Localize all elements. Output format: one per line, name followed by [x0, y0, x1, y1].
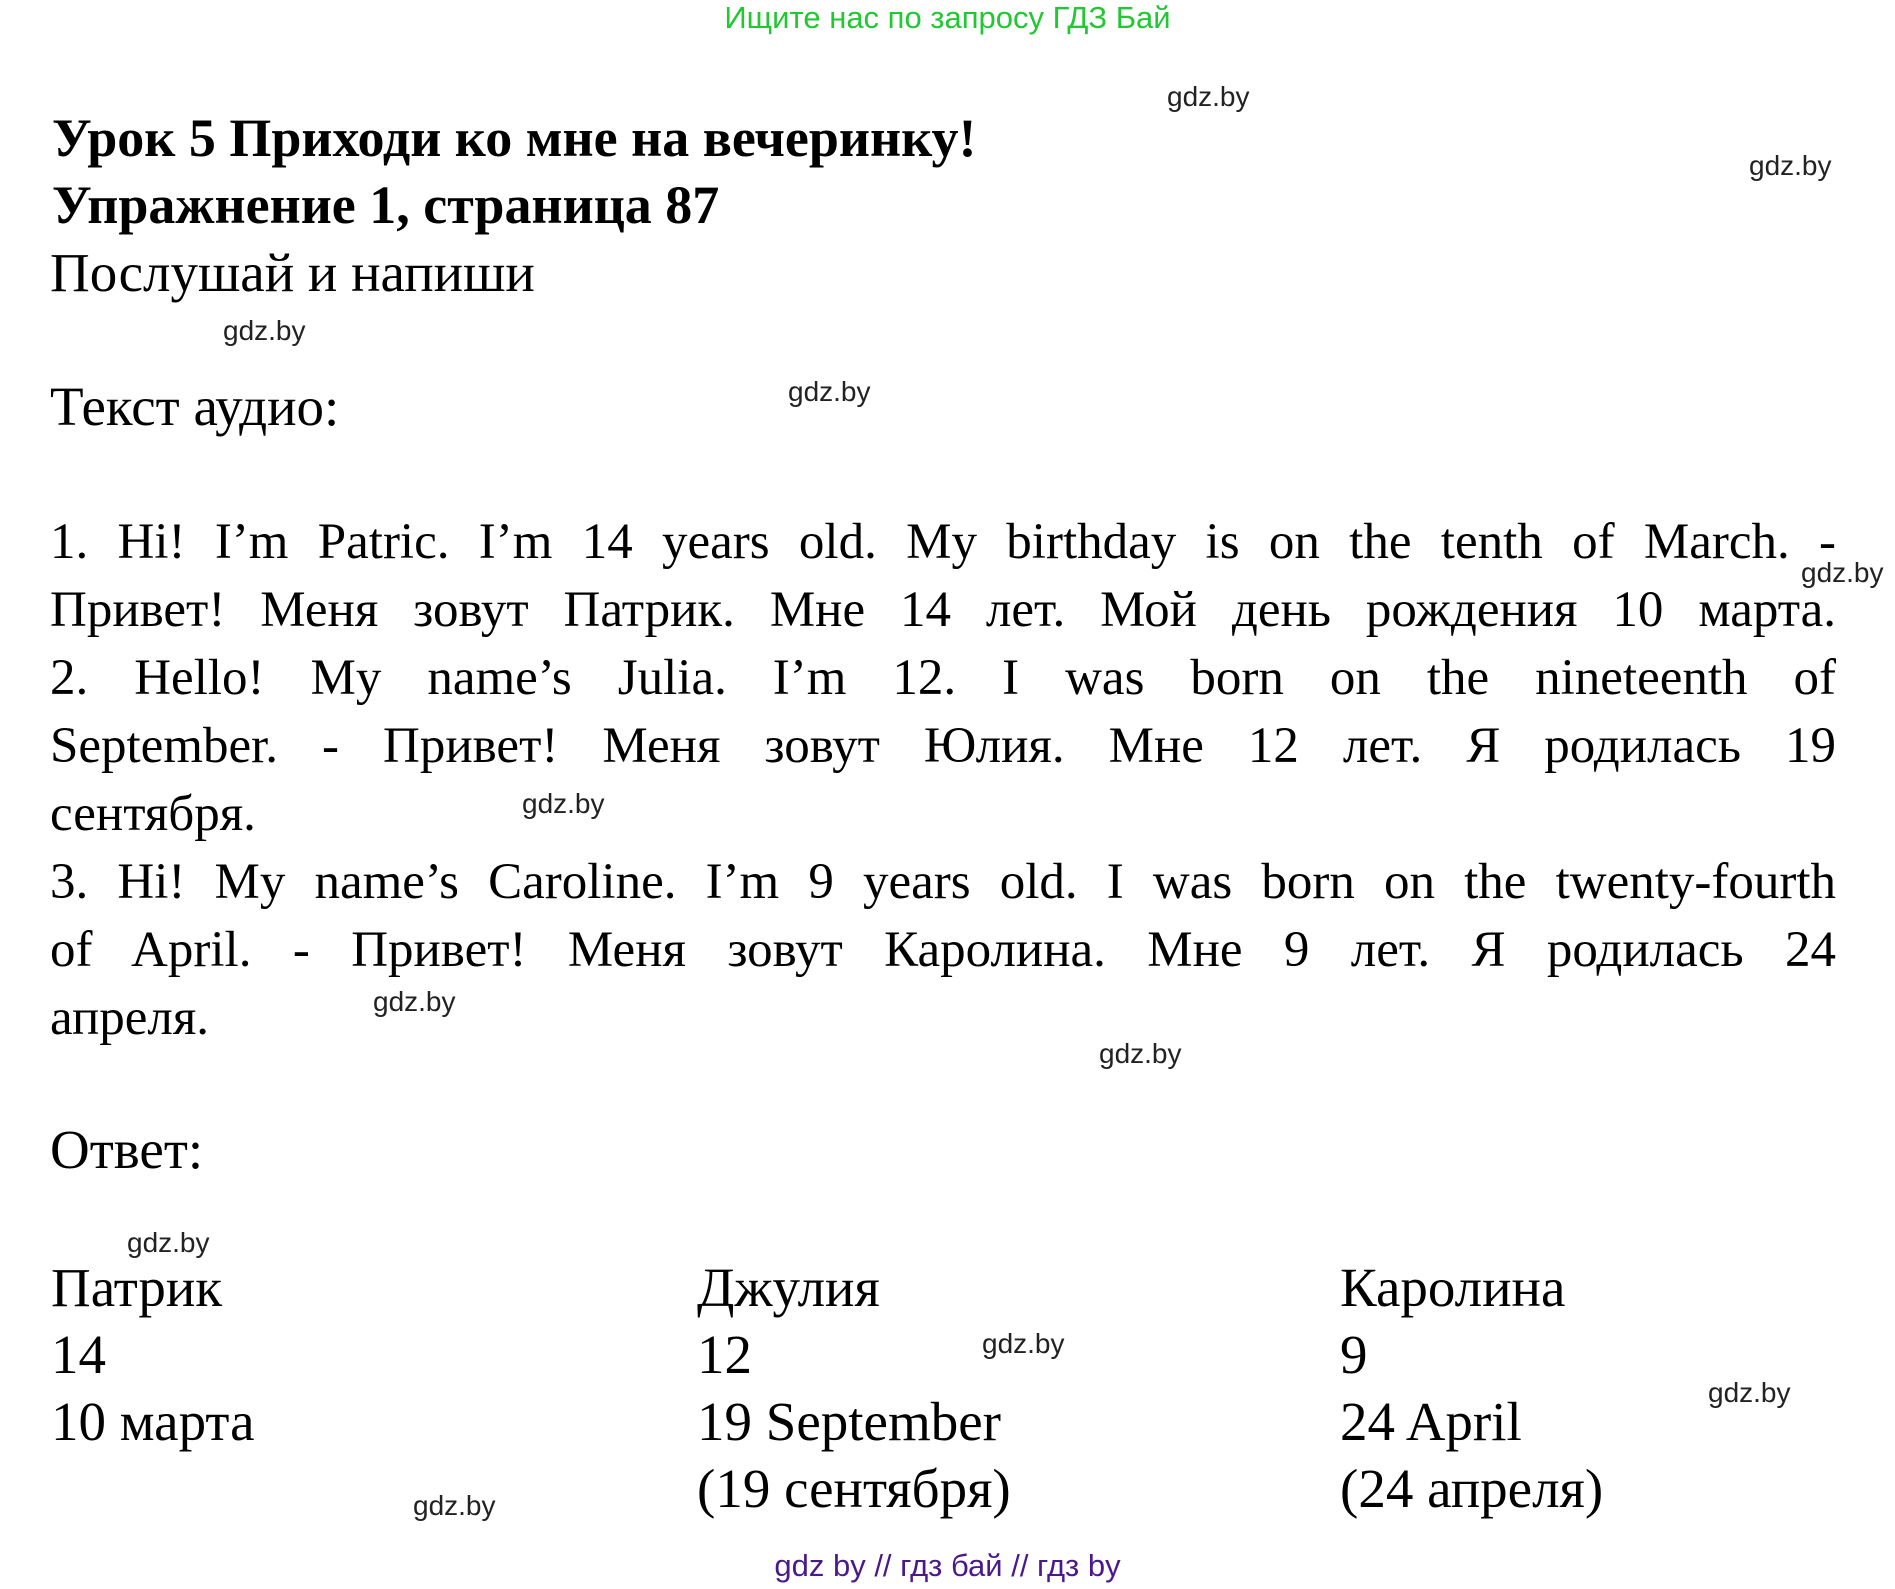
- transcript-line: September. - Привет! Меня зовут Юлия. Мне 12 лет. Я родилась 19: [50, 718, 1836, 774]
- answer-date-ru: (19 сентября): [697, 1458, 1011, 1519]
- watermark: gdz.by: [1099, 1038, 1182, 1069]
- watermark: gdz.by: [413, 1490, 496, 1521]
- answer-age: 9: [1340, 1324, 1368, 1385]
- audio-transcript: [50, 508, 1836, 1052]
- transcript-line: 1. Hi! I’m Patric. I’m 14 years old. My birthday is on the tenth of March. -: [50, 514, 1836, 570]
- watermark: gdz.by: [373, 986, 456, 1017]
- answer-age: 12: [697, 1324, 752, 1385]
- audio-label: Текст аудио:: [50, 376, 340, 437]
- lesson-title: Урок 5 Приходи ко мне на вечеринку!: [52, 108, 977, 168]
- watermark: gdz.by: [788, 376, 871, 407]
- answer-name: Каролина: [1340, 1257, 1566, 1318]
- answer-age: 14: [51, 1324, 106, 1385]
- answer-date: 10 марта: [51, 1391, 255, 1452]
- watermark: gdz.by: [1708, 1377, 1791, 1408]
- transcript-line: 3. Hi! My name’s Caroline. I’m 9 years old. I was born on the twenty-fourth: [50, 854, 1836, 910]
- instruction-text: Послушай и напиши: [50, 242, 535, 303]
- watermark: gdz.by: [127, 1227, 210, 1258]
- answer-column-patrick: [51, 1254, 254, 1455]
- watermark: gdz.by: [522, 788, 605, 819]
- transcript-line: 2. Hello! My name’s Julia. I’m 12. I was born on the nineteenth of: [50, 650, 1836, 706]
- transcript-line: апреля.: [50, 990, 210, 1046]
- watermark: gdz.by: [982, 1328, 1065, 1359]
- watermark: gdz.by: [1749, 150, 1832, 181]
- search-banner: Ищите нас по запросу ГДЗ Бай: [724, 0, 1171, 35]
- exercise-title: Упражнение 1, страница 87: [52, 175, 720, 235]
- answer-date: 19 September: [697, 1391, 1001, 1452]
- answer-label: Ответ:: [50, 1119, 204, 1180]
- answer-date-ru: (24 апреля): [1340, 1458, 1604, 1519]
- watermark: gdz.by: [223, 315, 306, 346]
- answer-name: Джулия: [697, 1257, 880, 1318]
- answer-column-caroline: [1340, 1254, 1603, 1522]
- answer-date: 24 April: [1340, 1391, 1522, 1452]
- transcript-line: сентября.: [50, 786, 256, 842]
- footer-watermark: gdz by // гдз бай // гдз by: [774, 1548, 1121, 1583]
- watermark: gdz.by: [1167, 81, 1250, 112]
- transcript-line: Привет! Меня зовут Патрик. Мне 14 лет. Мой день рождения 10 марта.: [50, 582, 1836, 638]
- answer-column-julia: [697, 1254, 1011, 1522]
- watermark: gdz.by: [1801, 557, 1884, 588]
- answer-name: Патрик: [51, 1257, 223, 1318]
- transcript-line: of April. - Привет! Меня зовут Каролина. Мне 9 лет. Я родилась 24: [50, 922, 1836, 978]
